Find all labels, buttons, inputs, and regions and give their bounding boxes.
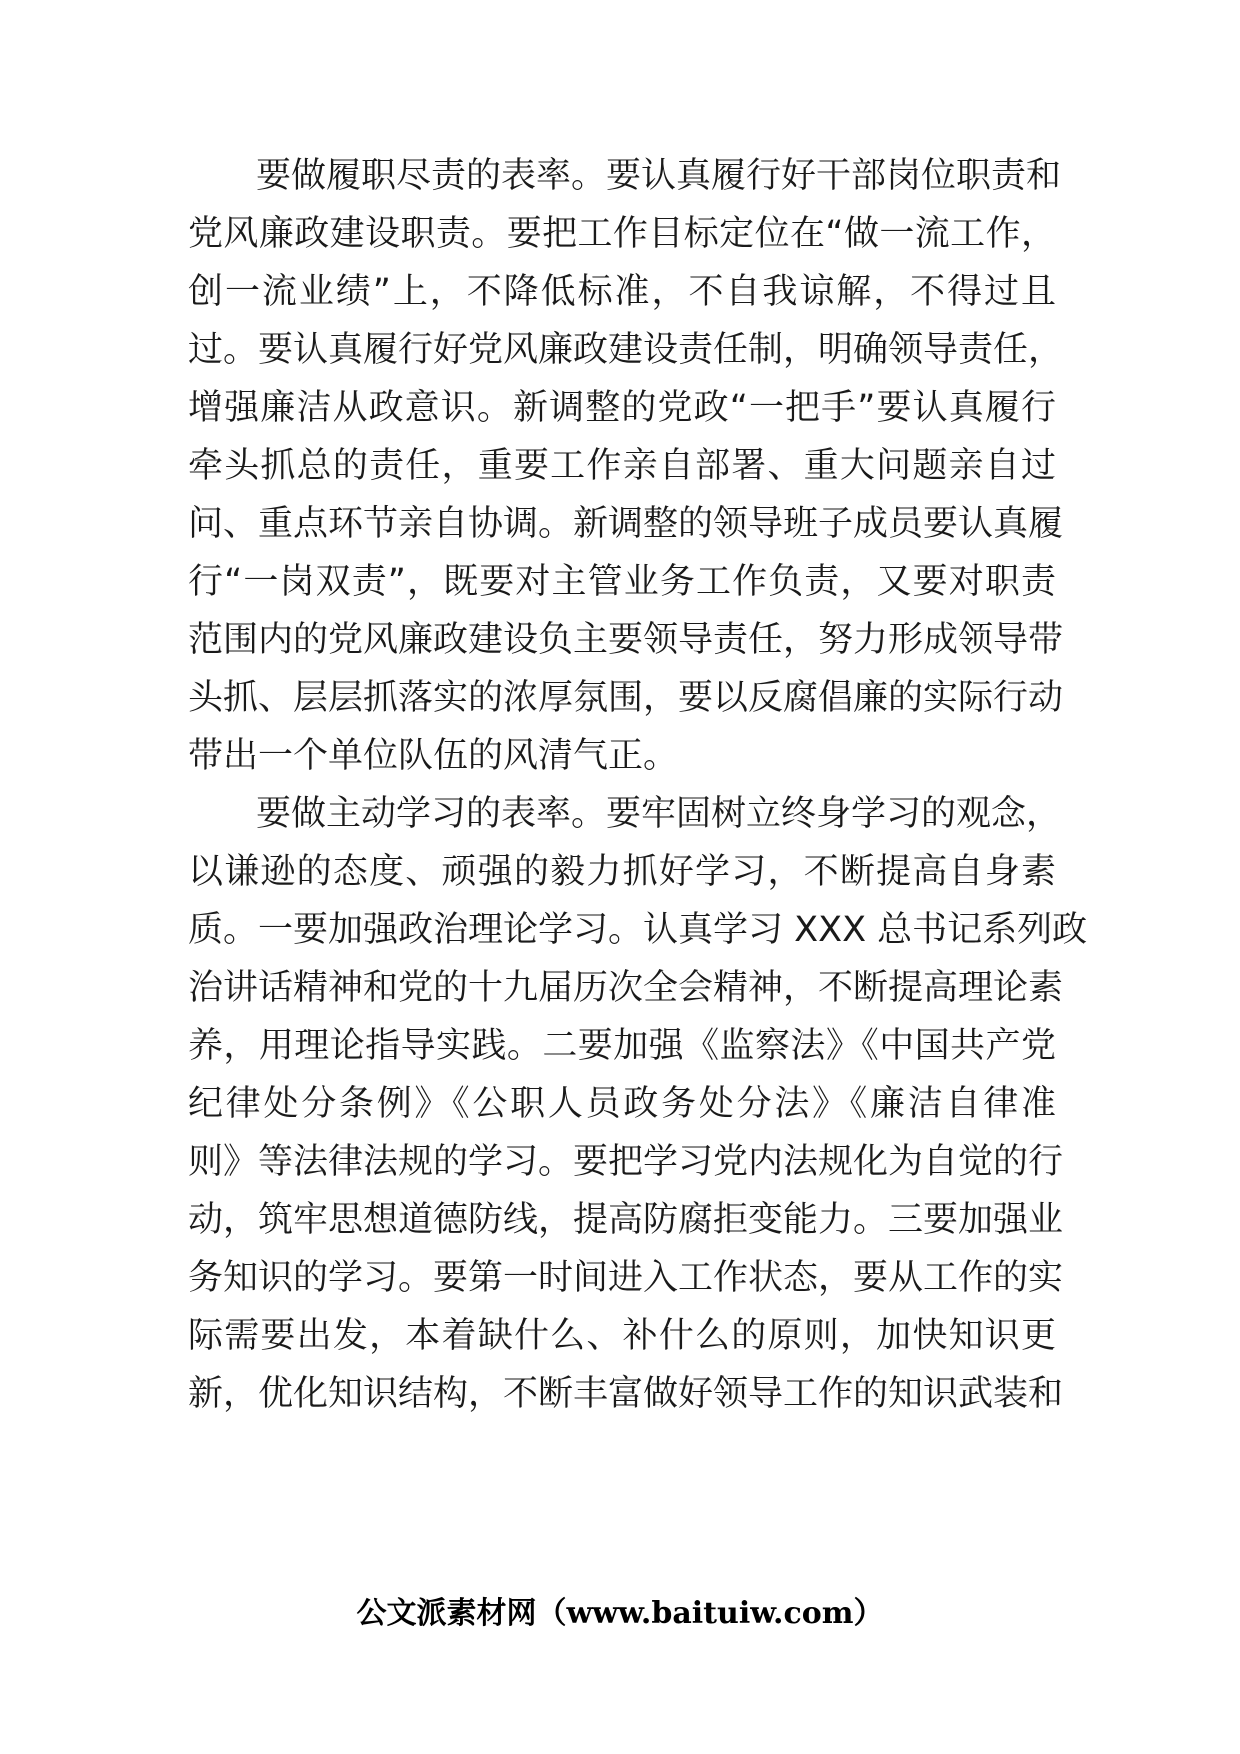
paragraph-2-line-11: 新，优化知识结构，不断丰富做好领导工作的知识武装和 bbox=[188, 1374, 1064, 1414]
paragraph-1-line-5: 增强廉洁从政意识。新调整的党政“一把手”要认真履行 bbox=[188, 388, 1056, 428]
paragraph-2-line-6: 纪律处分条例》《公职人员政务处分法》《廉洁自律准 bbox=[188, 1084, 1056, 1124]
paragraph-2-line-1: 要做主动学习的表率。要牢固树立终身学习的观念， bbox=[256, 794, 1062, 834]
paragraph-2-line-9: 务知识的学习。要第一时间进入工作状态，要从工作的实 bbox=[188, 1258, 1064, 1298]
paragraph-1-line-7: 问、重点环节亲自协调。新调整的领导班子成员要认真履 bbox=[188, 504, 1064, 544]
paragraph-2-line-10: 际需要出发，本着缺什么、补什么的原则，加快知识更 bbox=[188, 1316, 1056, 1356]
paragraph-1-line-11: 带出一个单位队伍的风清气正。 bbox=[188, 736, 679, 776]
paragraph-2-line-4: 治讲话精神和党的十九届历次全会精神，不断提高理论素 bbox=[188, 968, 1064, 1008]
paragraph-2-line-5: 养，用理论指导实践。二要加强《监察法》《中国共产党 bbox=[188, 1026, 1056, 1066]
paragraph-1-line-8: 行“一岗双责”，既要对主管业务工作负责，又要对职责 bbox=[188, 562, 1056, 602]
paragraph-1-line-6: 牵头抓总的责任，重要工作亲自部署、重大问题亲自过 bbox=[188, 446, 1056, 486]
paragraph-1-line-2: 党风廉政建设职责。要把工作目标定位在“做一流工作， bbox=[188, 214, 1056, 254]
paragraph-1-line-4: 过。要认真履行好党风廉政建设责任制，明确领导责任， bbox=[188, 330, 1064, 370]
paragraph-1-line-9: 范围内的党风廉政建设负主要领导责任，努力形成领导带 bbox=[188, 620, 1064, 660]
paragraph-1-line-3: 创一流业绩”上，不降低标准，不自我谅解，不得过且 bbox=[188, 272, 1056, 312]
page-footer-watermark: 公文派素材网（www.baituiw.com） bbox=[356, 1596, 884, 1631]
paragraph-2-line-3: 质。一要加强政治理论学习。认真学习 XXX 总书记系列政 bbox=[188, 910, 1088, 950]
paragraph-2-line-8: 动，筑牢思想道德防线，提高防腐拒变能力。三要加强业 bbox=[188, 1200, 1064, 1240]
paragraph-1-line-10: 头抓、层层抓落实的浓厚氛围，要以反腐倡廉的实际行动 bbox=[188, 678, 1064, 718]
paragraph-2-line-7: 则》等法律法规的学习。要把学习党内法规化为自觉的行 bbox=[188, 1142, 1064, 1182]
paragraph-1-line-1: 要做履职尽责的表率。要认真履行好干部岗位职责和 bbox=[256, 156, 1062, 196]
paragraph-2-line-2: 以谦逊的态度、顽强的毅力抓好学习，不断提高自身素 bbox=[188, 852, 1056, 892]
